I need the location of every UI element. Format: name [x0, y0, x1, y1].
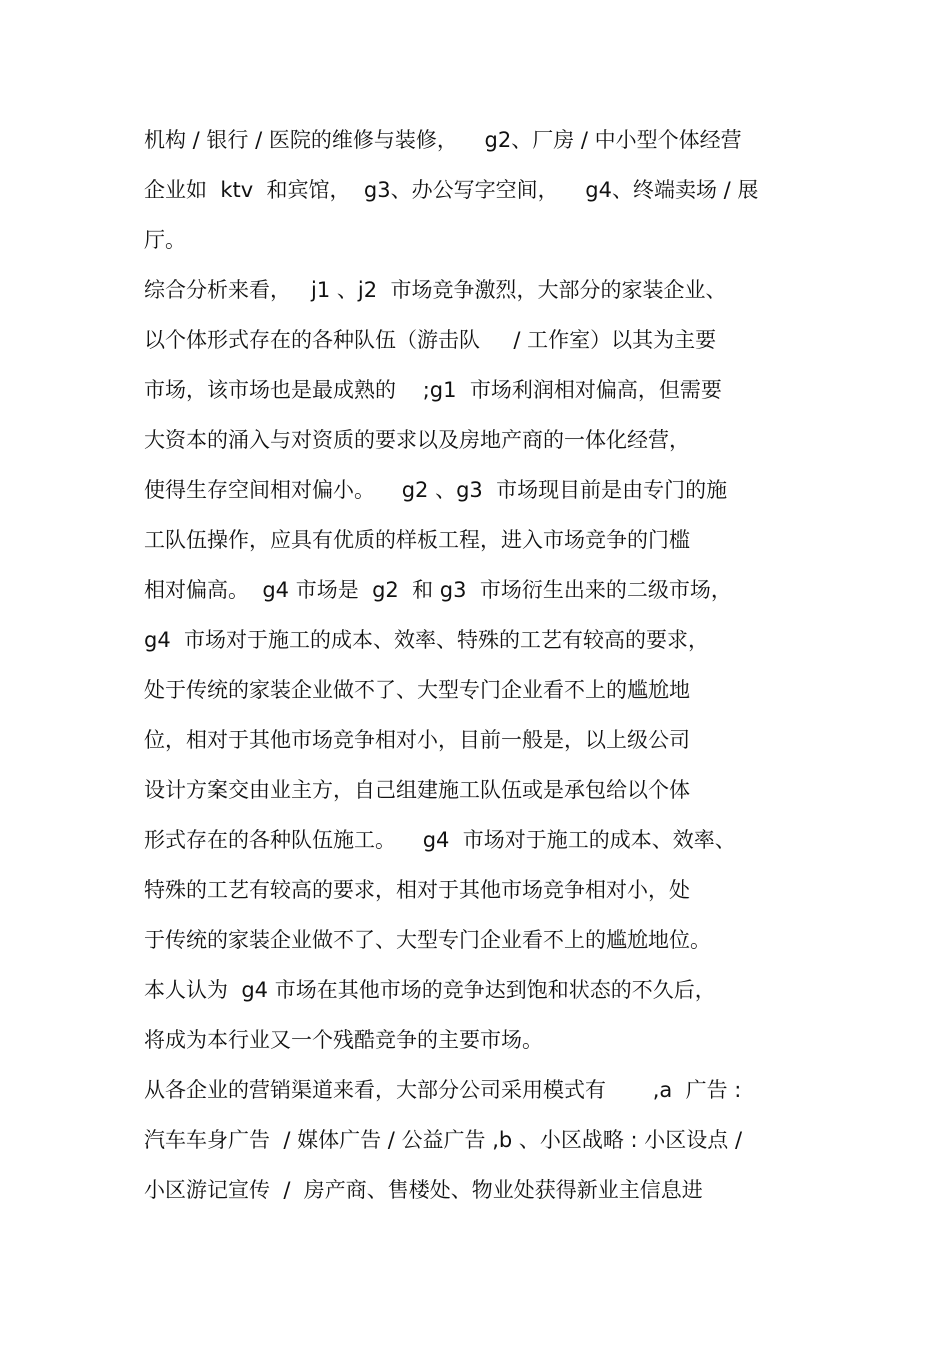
text-line: 本人认为 g4 市场在其他市场的竞争达到饱和状态的不久后， — [144, 978, 716, 1002]
text-line: 大资本的涌入与对资质的要求以及房地产商的一体化经营， — [144, 428, 690, 452]
text-line: 汽车车身广告 / 媒体广告 / 公益广告 ,b 、小区战略 : 小区设点 / — [144, 1128, 743, 1152]
text-line: g4 市场对于施工的成本、效率、特殊的工艺有较高的要求， — [144, 628, 710, 652]
document-body — [144, 119, 824, 1219]
text-line: 工队伍操作，应具有优质的样板工程，进入市场竞争的门槛 — [144, 528, 690, 552]
text-line: 综合分析来看， j1 、j2 市场竞争激烈，大部分的家装企业、 — [144, 278, 727, 302]
text-line: 使得生存空间相对偏小。 g2 、g3 市场现目前是由专门的施 — [144, 478, 728, 502]
text-line: 市场，该市场也是最成熟的 ;g1 市场利润相对偏高，但需要 — [144, 378, 722, 402]
text-line: 以个体形式存在的各种队伍（游击队 / 工作室）以其为主要 — [144, 328, 717, 352]
text-line: 形式存在的各种队伍施工。 g4 市场对于施工的成本、效率、 — [144, 828, 736, 852]
text-line: 企业如 ktv 和宾馆， g3、办公写字空间， g4、终端卖场 / 展 — [144, 178, 759, 202]
text-line: 机构 / 银行 / 医院的维修与装修， g2、厂房 / 中小型个体经营 — [144, 128, 742, 152]
text-line: 于传统的家装企业做不了、大型专门企业看不上的尴尬地位。 — [144, 928, 711, 952]
text-line: 位，相对于其他市场竞争相对小，目前一般是，以上级公司 — [144, 728, 690, 752]
text-line: 特殊的工艺有较高的要求，相对于其他市场竞争相对小，处 — [144, 878, 690, 902]
text-line: 相对偏高。 g4 市场是 g2 和 g3 市场衍生出来的二级市场， — [144, 578, 732, 602]
text-line: 处于传统的家装企业做不了、大型专门企业看不上的尴尬地 — [144, 678, 690, 702]
text-line: 将成为本行业又一个残酷竞争的主要市场。 — [144, 1028, 543, 1052]
text-line: 设计方案交由业主方，自己组建施工队伍或是承包给以个体 — [144, 778, 690, 802]
text-line: 从各企业的营销渠道来看，大部分公司采用模式有 ,a 广告 : — [144, 1078, 742, 1102]
text-line: 厅。 — [144, 228, 186, 252]
text-line: 小区游记宣传 / 房产商、售楼处、物业处获得新业主信息进 — [144, 1178, 703, 1202]
